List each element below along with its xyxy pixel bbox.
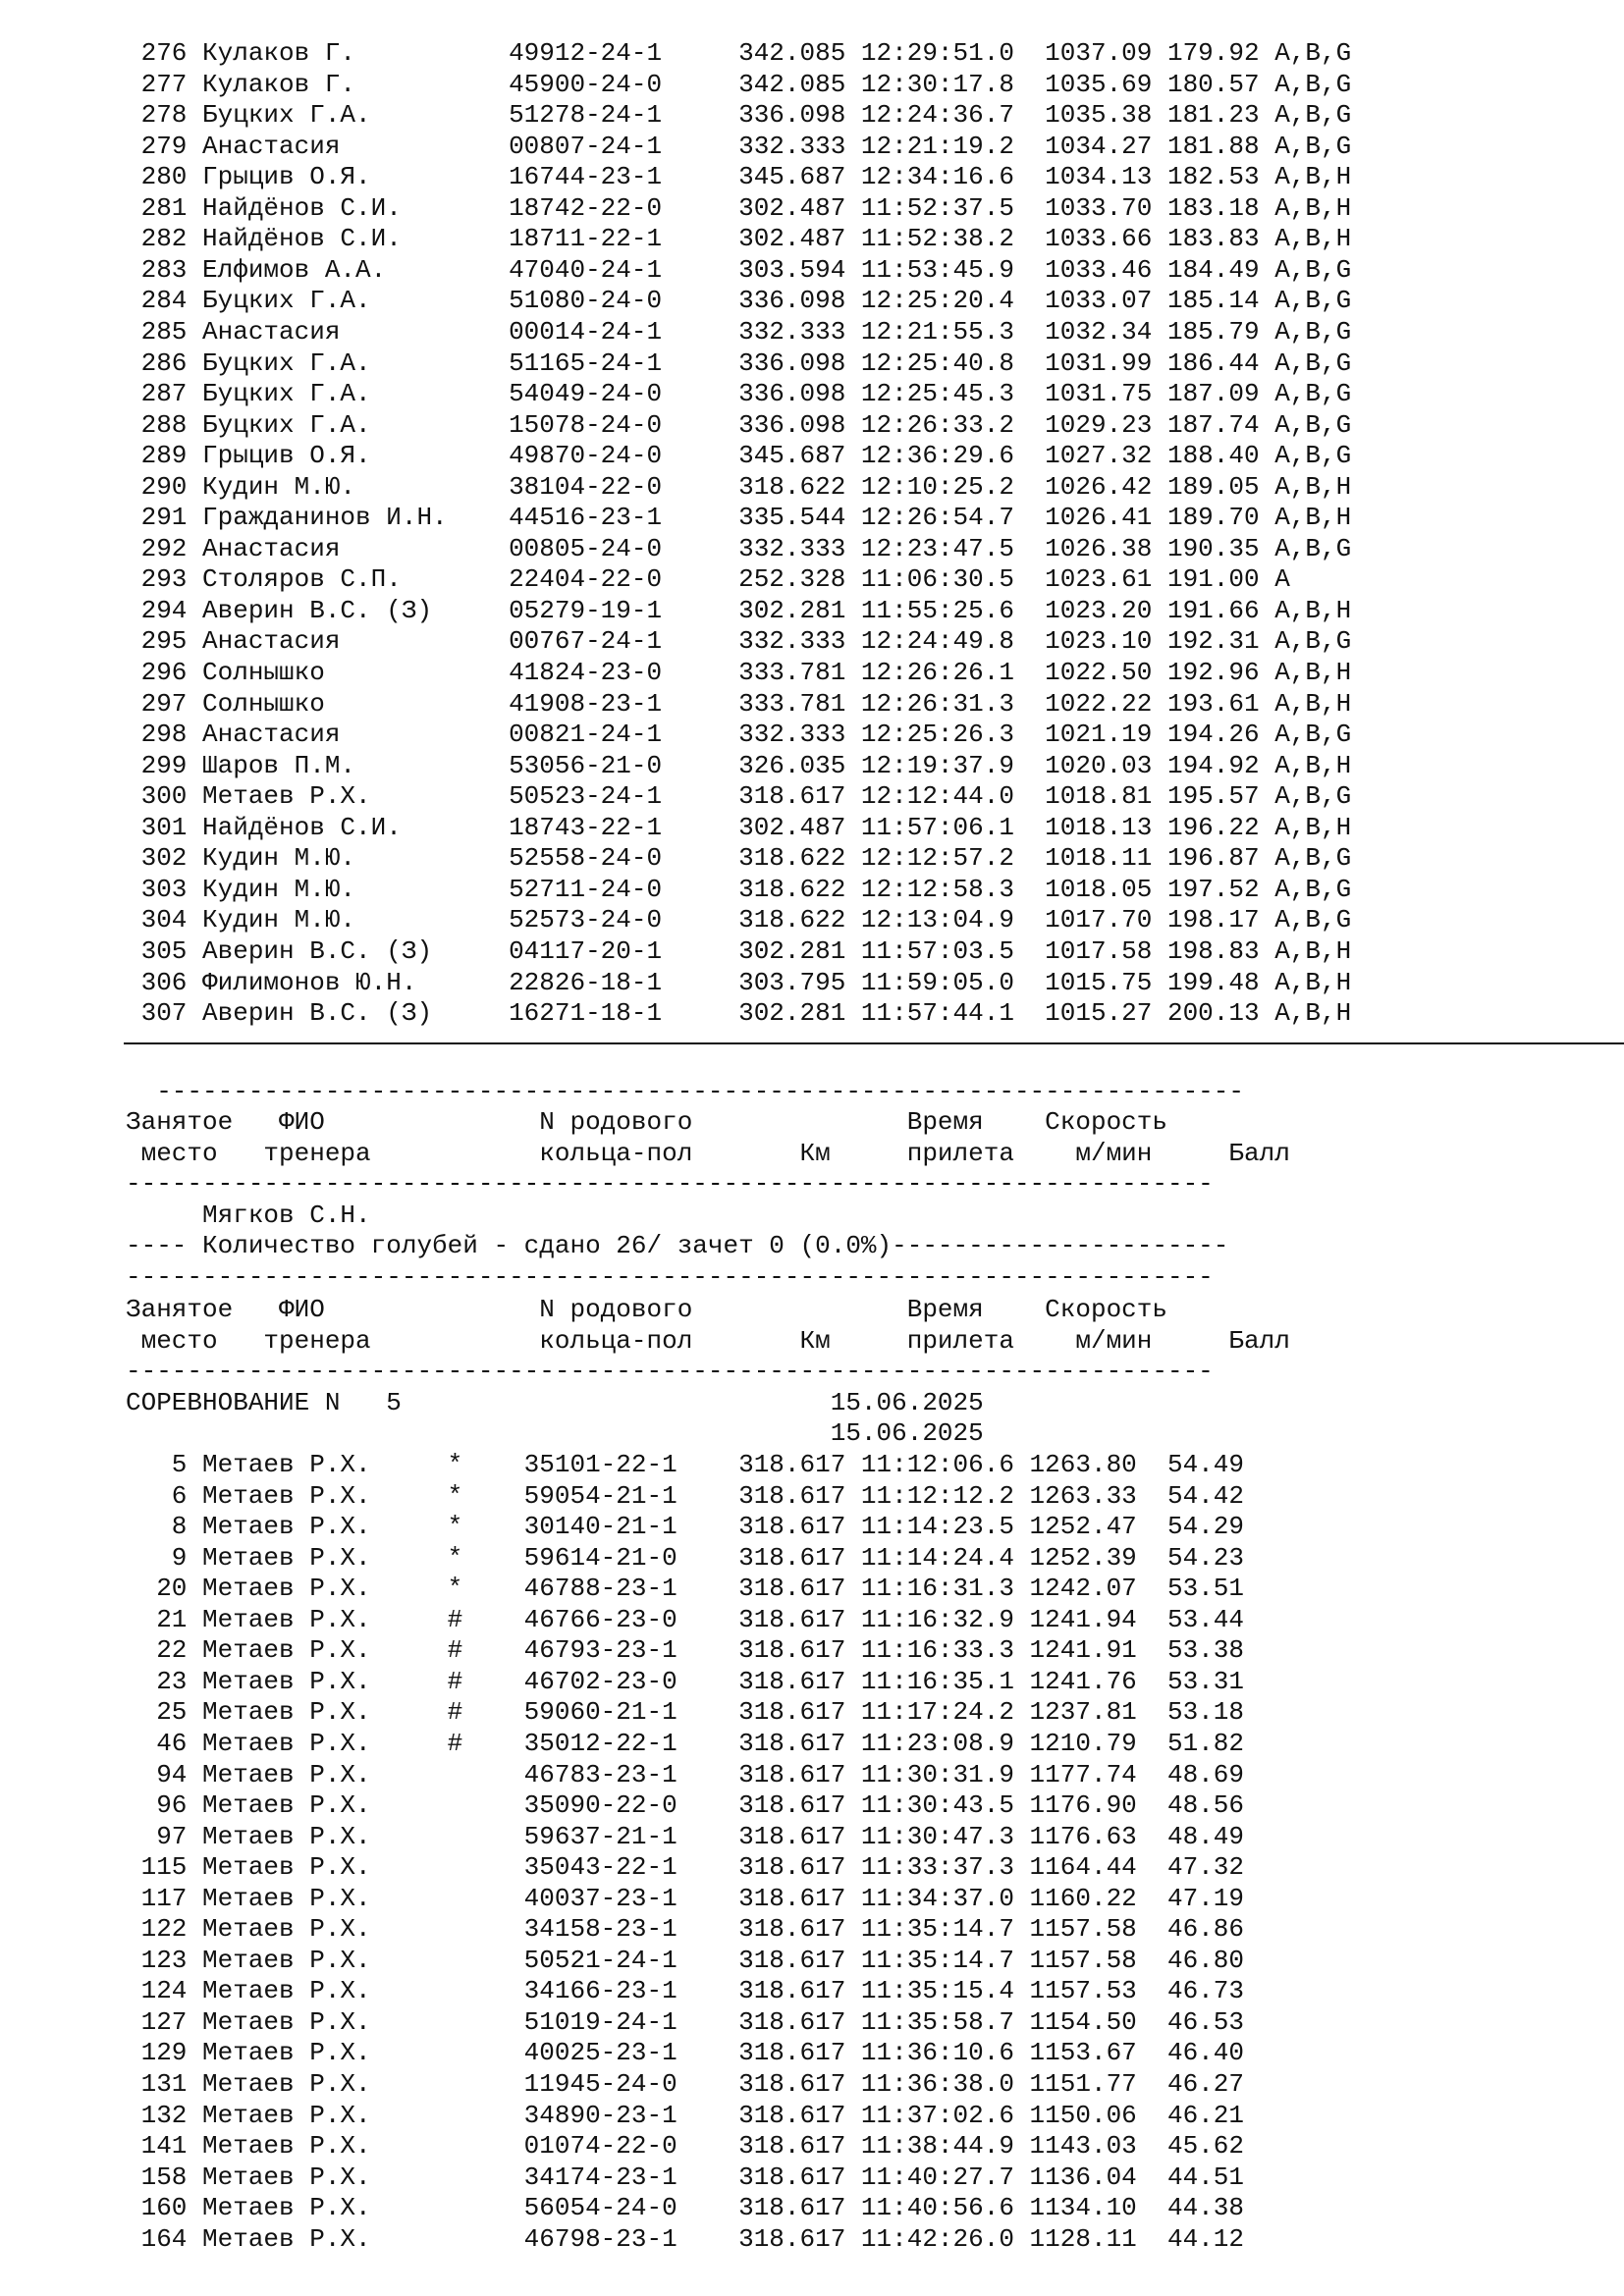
table-row: 94 Метаев Р.Х. 46783-23-1 318.617 11:30:31.9 1177.74 48.69: [126, 1759, 1244, 1789]
table-row: 307 Аверин В.С. (З) 16271-18-1 302.281 11:57:44.1 1015.27 200.13 A,B,H: [126, 998, 1352, 1029]
table-row: 287 Буцких Г.А. 54049-24-0 336.098 12:25:45.3 1031.75 187.09 A,B,G: [126, 379, 1352, 409]
column-header-line-1: Занятое ФИО N родового Время Скорость: [126, 1295, 1167, 1324]
column-header-line-1: Занятое ФИО N родового Время Скорость: [126, 1107, 1167, 1137]
table-row: 127 Метаев Р.Х. 51019-24-1 318.617 11:35:58.7 1154.50 46.53: [126, 2006, 1244, 2037]
table-row: 289 Грыцив О.Я. 49870-24-0 345.687 12:36:29.6 1027.32 188.40 A,B,G: [126, 441, 1352, 471]
table-row: 292 Анастасия 00805-24-0 332.333 12:23:47.5 1026.38 190.35 A,B,G: [126, 533, 1352, 563]
table-row: 96 Метаев Р.Х. 35090-22-0 318.617 11:30:43.5 1176.90 48.56: [126, 1790, 1244, 1821]
table-row: 23 Метаев Р.Х. # 46702-23-0 318.617 11:16:35.1 1241.76 53.31: [126, 1666, 1244, 1696]
table-row: 117 Метаев Р.Х. 40037-23-1 318.617 11:34:37.0 1160.22 47.19: [126, 1883, 1244, 1913]
table-row: 286 Буцких Г.А. 51165-24-1 336.098 12:25:40.8 1031.99 186.44 A,B,G: [126, 347, 1352, 378]
table-row: 132 Метаев Р.Х. 34890-23-1 318.617 11:37:02.6 1150.06 46.21: [126, 2100, 1244, 2130]
table-row: 282 Найдёнов С.И. 18711-22-1 302.487 11:52:38.2 1033.66 183.83 A,B,H: [126, 224, 1352, 254]
table-row: 278 Буцких Г.А. 51278-24-1 336.098 12:24:36.7 1035.38 181.23 A,B,G: [126, 100, 1352, 131]
table-row: 5 Метаев Р.Х. * 35101-22-1 318.617 11:12:06.6 1263.80 54.49: [126, 1450, 1244, 1479]
table-row: 129 Метаев Р.Х. 40025-23-1 318.617 11:36:10.6 1153.67 46.40: [126, 2038, 1244, 2068]
table-row: 115 Метаев Р.Х. 35043-22-1 318.617 11:33:37.3 1164.44 47.32: [126, 1852, 1244, 1883]
table-row: 277 Кулаков Г. 45900-24-0 342.085 12:30:17.8 1035.69 180.57 A,B,G: [126, 69, 1352, 99]
table-row: 294 Аверин В.С. (З) 05279-19-1 302.281 11:55:25.6 1023.20 191.66 A,B,H: [126, 595, 1352, 625]
table-row: 25 Метаев Р.Х. # 59060-21-1 318.617 11:17:24.2 1237.81 53.18: [126, 1697, 1244, 1728]
table-row: 20 Метаев Р.Х. * 46788-23-1 318.617 11:16:31.3 1242.07 53.51: [126, 1574, 1244, 1604]
section-divider-rule: [124, 1042, 1624, 1044]
table-row: 288 Буцких Г.А. 15078-24-0 336.098 12:26:33.2 1029.23 187.74 A,B,G: [126, 409, 1352, 440]
table-row: 296 Солнышко 41824-23-0 333.781 12:26:26.1 1022.50 192.96 A,B,H: [126, 658, 1352, 687]
competition-date: 15.06.2025: [126, 1418, 984, 1448]
table-row: 141 Метаев Р.Х. 01074-22-0 318.617 11:38:44.9 1143.03 45.62: [126, 2131, 1244, 2162]
table-row: 300 Метаев Р.Х. 50523-24-1 318.617 12:12:44.0 1018.81 195.57 A,B,G: [126, 781, 1352, 812]
table-row: 279 Анастасия 00807-24-1 332.333 12:21:19.2 1034.27 181.88 A,B,G: [126, 131, 1352, 161]
dash-separator: -----------------------------------------------------------------------: [126, 1169, 1214, 1199]
table-row: 164 Метаев Р.Х. 46798-23-1 318.617 11:42:26.0 1128.11 44.12: [126, 2223, 1244, 2254]
column-header-line-2: место тренера кольца-пол Км прилета м/мин Балл: [126, 1139, 1290, 1168]
competition-title: СОРЕВНОВАНИЕ N 5 15.06.2025: [126, 1388, 984, 1417]
table-row: 303 Кудин М.Ю. 52711-24-0 318.622 12:12:58.3 1018.05 197.52 A,B,G: [126, 874, 1352, 904]
table-row: 158 Метаев Р.Х. 34174-23-1 318.617 11:40:27.7 1136.04 44.51: [126, 2162, 1244, 2192]
dash-separator: -----------------------------------------------------------------------: [126, 1077, 1244, 1106]
table-row: 124 Метаев Р.Х. 34166-23-1 318.617 11:35:15.4 1157.53 46.73: [126, 1976, 1244, 2006]
table-row: 97 Метаев Р.Х. 59637-21-1 318.617 11:30:47.3 1176.63 48.49: [126, 1821, 1244, 1851]
table-row: 297 Солнышко 41908-23-1 333.781 12:26:31.3 1022.22 193.61 A,B,H: [126, 688, 1352, 719]
table-row: 291 Гражданинов И.Н. 44516-23-1 335.544 12:26:54.7 1026.41 189.70 A,B,H: [126, 503, 1352, 533]
table-row: 9 Метаев Р.Х. * 59614-21-0 318.617 11:14:24.4 1252.39 54.23: [126, 1542, 1244, 1573]
table-row: 304 Кудин М.Ю. 52573-24-0 318.622 12:13:04.9 1017.70 198.17 A,B,G: [126, 905, 1352, 935]
table-row: 281 Найдёнов С.И. 18742-22-0 302.487 11:52:37.5 1033.70 183.18 A,B,H: [126, 192, 1352, 223]
table-row: 283 Елфимов А.А. 47040-24-1 303.594 11:53:45.9 1033.46 184.49 A,B,G: [126, 254, 1352, 285]
column-header-line-2: место тренера кольца-пол Км прилета м/мин Балл: [126, 1326, 1290, 1356]
table-row: 6 Метаев Р.Х. * 59054-21-1 318.617 11:12:12.2 1263.33 54.42: [126, 1480, 1244, 1511]
table-row: 131 Метаев Р.Х. 11945-24-0 318.617 11:36:38.0 1151.77 46.27: [126, 2069, 1244, 2099]
table-row: 299 Шаров П.М. 53056-21-0 326.035 12:19:37.9 1020.03 194.92 A,B,H: [126, 750, 1352, 780]
table-row: 301 Найдёнов С.И. 18743-22-1 302.487 11:57:06.1 1018.13 196.22 A,B,H: [126, 812, 1352, 842]
table-row: 46 Метаев Р.Х. # 35012-22-1 318.617 11:23:08.9 1210.79 51.82: [126, 1728, 1244, 1758]
table-row: 123 Метаев Р.Х. 50521-24-1 318.617 11:35:14.7 1157.58 46.80: [126, 1945, 1244, 1975]
table-row: 280 Грыцив О.Я. 16744-23-1 345.687 12:34:16.6 1034.13 182.53 A,B,H: [126, 162, 1352, 192]
table-row: 122 Метаев Р.Х. 34158-23-1 318.617 11:35:14.7 1157.58 46.86: [126, 1914, 1244, 1945]
table-row: 290 Кудин М.Ю. 38104-22-0 318.622 12:10:25.2 1026.42 189.05 A,B,H: [126, 471, 1352, 502]
table-row: 302 Кудин М.Ю. 52558-24-0 318.622 12:12:57.2 1018.11 196.87 A,B,G: [126, 843, 1352, 874]
table-row: 160 Метаев Р.Х. 56054-24-0 318.617 11:40:56.6 1134.10 44.38: [126, 2193, 1244, 2223]
pigeon-count-line: ---- Количество голубей - сдано 26/ зачет 0 (0.0%)----------------------: [126, 1231, 1229, 1260]
table-row: 298 Анастасия 00821-24-1 332.333 12:25:26.3 1021.19 194.26 A,B,G: [126, 720, 1352, 750]
table-row: 284 Буцких Г.А. 51080-24-0 336.098 12:25:20.4 1033.07 185.14 A,B,G: [126, 286, 1352, 316]
dash-separator: -----------------------------------------------------------------------: [126, 1262, 1214, 1292]
table-row: 293 Столяров С.П. 22404-22-0 252.328 11:06:30.5 1023.61 191.00 A: [126, 564, 1290, 595]
table-row: 21 Метаев Р.Х. # 46766-23-0 318.617 11:16:32.9 1241.94 53.44: [126, 1604, 1244, 1634]
table-row: 305 Аверин В.С. (З) 04117-20-1 302.281 11:57:03.5 1017.58 198.83 A,B,H: [126, 935, 1352, 966]
trainer-name: Мягков С.Н.: [126, 1201, 371, 1230]
table-row: 276 Кулаков Г. 49912-24-1 342.085 12:29:51.0 1037.09 179.92 A,B,G: [126, 38, 1352, 68]
table-row: 306 Филимонов Ю.Н. 22826-18-1 303.795 11:59:05.0 1015.75 199.48 A,B,H: [126, 967, 1352, 997]
dash-separator: -----------------------------------------------------------------------: [126, 1357, 1214, 1386]
table-row: 22 Метаев Р.Х. # 46793-23-1 318.617 11:16:33.3 1241.91 53.38: [126, 1635, 1244, 1666]
table-row: 8 Метаев Р.Х. * 30140-21-1 318.617 11:14:23.5 1252.47 54.29: [126, 1512, 1244, 1542]
table-row: 295 Анастасия 00767-24-1 332.333 12:24:49.8 1023.10 192.31 A,B,G: [126, 626, 1352, 657]
table-row: 285 Анастасия 00014-24-1 332.333 12:21:55.3 1032.34 185.79 A,B,G: [126, 316, 1352, 347]
